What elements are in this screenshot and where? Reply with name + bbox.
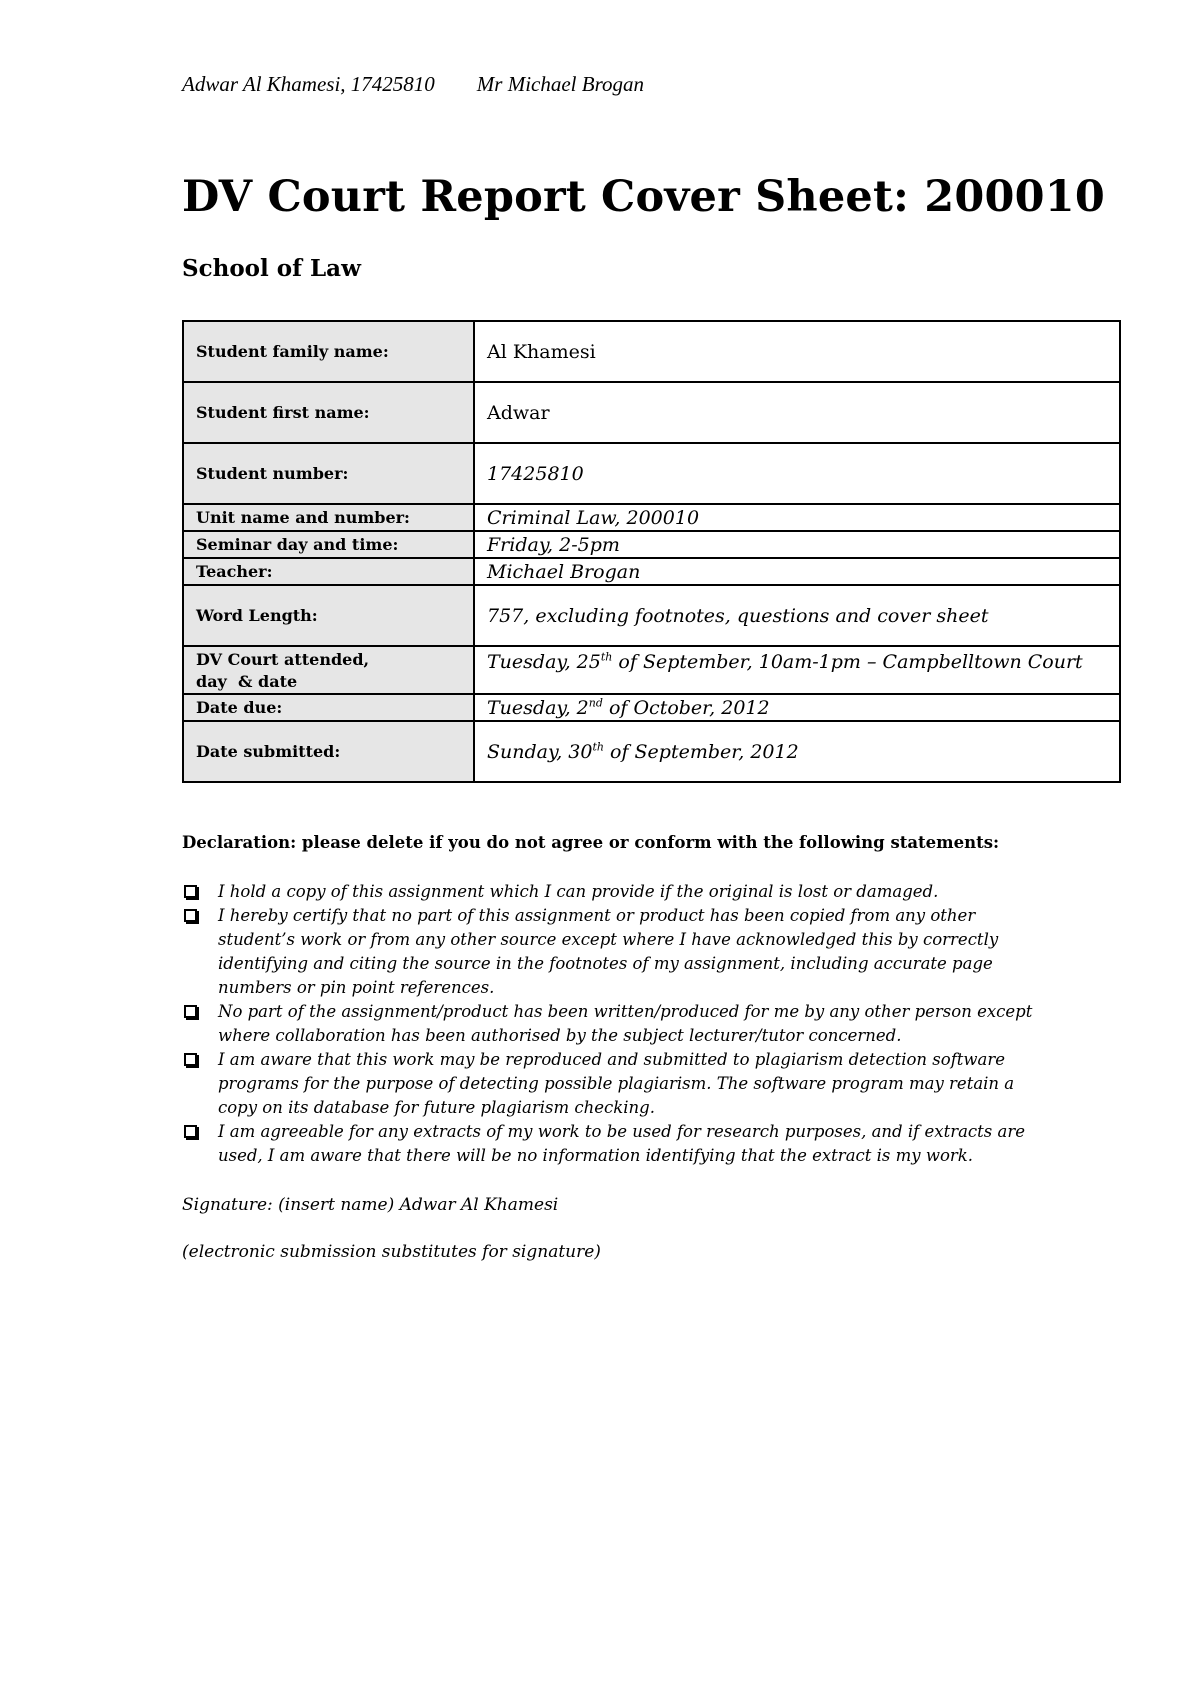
date-submitted-label: Date submitted: [183,721,474,782]
row-date-submitted [183,721,1120,782]
date-due-value-post: of October, 2012 [602,696,770,719]
date-submitted-value-post: of September, 2012 [603,740,799,763]
declaration-text: I am aware that this work may be reproduced and submitted to plagiarism detection software programs for the purpose of detecting possible plagiarism. The software program may retain a copy on its database for future plagiarism checking. [218,1050,1015,1117]
declaration-item [182,1000,1042,1048]
family-name-value: Al Khamesi [474,321,1120,382]
seminar-label: Seminar day and time: [183,531,474,558]
court-attended-value-sup: th [600,650,613,664]
declaration-heading: Declaration: please delete if you do not agree or conform with the following statements: [182,833,1000,852]
row-first-name [183,382,1120,443]
signature-line: Signature: (insert name) Adwar Al Khamesi [182,1195,559,1215]
word-length-value: 757, excluding footnotes, questions and cover sheet [474,585,1120,646]
checkbox-icon[interactable] [184,1005,197,1018]
date-due-value-sup: nd [588,696,603,710]
word-length-label: Word Length: [183,585,474,646]
court-attended-label [183,646,474,694]
row-teacher [183,558,1120,585]
header-lecturer: Mr Michael Brogan [476,72,644,96]
date-due-label: Date due: [183,694,474,721]
row-family-name [183,321,1120,382]
row-word-length [183,585,1120,646]
declaration-item [182,1048,1042,1120]
row-date-due [183,694,1120,721]
declaration-item [182,1120,1042,1168]
date-submitted-value [474,721,1120,782]
declaration-item [182,904,1042,1000]
unit-label: Unit name and number: [183,504,474,531]
declaration-text: No part of the assignment/product has been written/produced for me by any other person except where collaboration has been authorised by the subject lecturer/tutor concerned. [218,1002,1033,1045]
first-name-value: Adwar [474,382,1120,443]
date-due-value [474,694,1120,721]
row-seminar [183,531,1120,558]
declaration-text: I am agreeable for any extracts of my work to be used for research purposes, and if extracts are used, I am aware that there will be no information identifying that the extract is my work. [218,1122,1025,1165]
checkbox-icon[interactable] [184,885,197,898]
checkbox-icon[interactable] [184,1053,197,1066]
row-court-attended [183,646,1120,694]
declaration-item [182,880,1042,904]
checkbox-icon[interactable] [184,909,197,922]
row-unit [183,504,1120,531]
court-attended-label-line1: DV Court attended, [196,650,370,669]
court-attended-value-post: of September, 10am-1pm – Campbelltown Court [612,651,1083,673]
school-name: School of Law [182,255,361,282]
unit-value: Criminal Law, 200010 [474,504,1120,531]
document-title: DV Court Report Cover Sheet: 200010 [182,172,1105,222]
cover-sheet-table [182,320,1121,783]
court-attended-value-pre: Tuesday, 25 [487,651,601,673]
row-student-number [183,443,1120,504]
seminar-value: Friday, 2-5pm [474,531,1120,558]
family-name-label: Student family name: [183,321,474,382]
court-attended-label-line2: day & date [196,672,298,691]
teacher-value: Michael Brogan [474,558,1120,585]
checkbox-icon[interactable] [184,1125,197,1138]
teacher-label: Teacher: [183,558,474,585]
signature-note: (electronic submission substitutes for signature) [182,1242,601,1262]
student-number-value: 17425810 [474,443,1120,504]
page-header [182,72,644,97]
court-attended-value [474,646,1120,694]
declaration-text: I hereby certify that no part of this assignment or product has been copied from any other student’s work or from any other source except where I have acknowledged this by correctly identifying and citing the source in the footnotes of my assignment, including accurate page numbers or pin point references. [218,906,999,997]
date-due-value-pre: Tuesday, 2 [487,696,589,719]
first-name-label: Student first name: [183,382,474,443]
declaration-list [182,880,1042,1168]
date-submitted-value-pre: Sunday, 30 [487,740,593,763]
header-student: Adwar Al Khamesi, 17425810 [182,72,435,96]
student-number-label: Student number: [183,443,474,504]
date-submitted-value-sup: th [592,740,604,754]
declaration-text: I hold a copy of this assignment which I can provide if the original is lost or damaged. [218,882,939,901]
